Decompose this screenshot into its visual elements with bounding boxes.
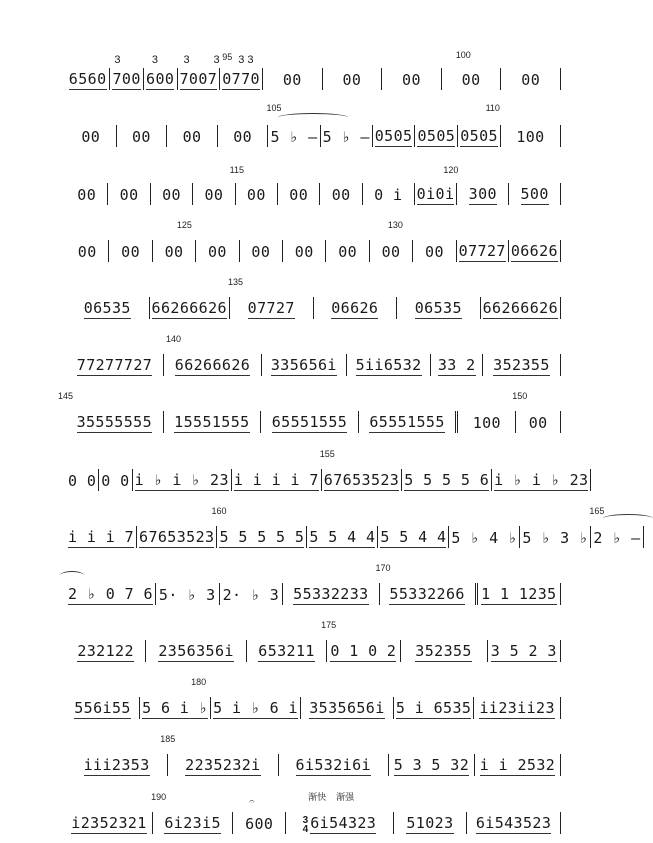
measure [66,754,168,776]
measure-notes: i i i 7 [68,527,135,546]
triplet-mark: 3 [151,54,159,67]
measure [401,640,488,662]
measure [373,125,416,147]
measure-notes: 00 [121,242,141,261]
measure-notes: 0 i [374,185,403,204]
measure [283,583,379,605]
measure [457,240,509,262]
measure [99,469,132,491]
measure-number: 150 [512,391,528,402]
measure-notes: 653211 [258,642,315,661]
measure [263,68,323,90]
measure [227,276,314,319]
measure [394,812,467,834]
measure-notes: 3 5 2 3 [490,642,557,661]
measure-number: 115 [229,164,244,175]
measure-notes: 0 0 [101,471,130,490]
score-line-1 [66,42,561,99]
measure-notes: 3535656i [309,699,385,718]
measure [233,795,286,834]
measure [389,754,475,776]
measure-number: 175 [321,620,337,631]
measure-notes: 00 [131,128,151,147]
measure [370,219,413,262]
measure-notes: 00 [402,71,421,90]
measure [66,354,164,376]
measure [151,183,193,205]
measure-notes: i i 2532 [479,756,556,775]
measure-notes: i ♭ i ♭ 23 [134,470,229,489]
measure [397,297,481,319]
measure-number: 170 [375,562,391,573]
measure [66,469,99,491]
measure-notes: 00 [342,71,362,90]
accelerando-mark: 渐快 [308,791,327,802]
measure-number: 110 [485,103,500,114]
measure [520,526,591,548]
time-signature [303,816,309,834]
measure [66,240,109,262]
measure-notes: 15551555 [174,413,250,432]
measure [378,526,449,548]
measure [458,411,516,433]
score-line-4 [66,214,561,271]
measure [211,505,307,548]
measure [347,354,432,376]
measure [413,240,456,262]
measure-notes: 35555555 [76,413,153,432]
measure [144,54,178,90]
measure-notes: 06626 [331,298,379,317]
measure [359,411,459,433]
measure [509,183,561,205]
measure [442,50,502,90]
measure-notes: 2356356i [158,642,234,661]
measure-notes: 2 ♭ 0 7 6 [68,584,153,603]
measure [117,125,168,147]
measure [167,125,218,147]
measure-notes: 0 1 0 2 [330,642,397,661]
measure-number: 120 [443,164,459,175]
measure-notes: 600 [245,814,274,833]
measure-notes: 5 ♭ — [270,128,318,147]
measure [247,640,327,662]
measure [232,469,322,491]
measure-notes: 00 [331,185,351,204]
measure [146,640,247,662]
measure [375,562,478,605]
measure-notes: 2 ♭ — [593,528,641,547]
measure-notes: 00 [289,185,309,204]
measure [467,812,561,834]
measure-notes: 0 0 [68,471,97,490]
measure [474,697,561,719]
measure [283,240,326,262]
score-line-9 [66,500,641,557]
score-line-3 [66,156,561,213]
measure-notes: 66266626 [151,298,227,317]
measure [66,526,137,548]
measure-notes: 232122 [77,642,134,661]
measure-notes: 00 [425,242,444,261]
score-line-10 [66,557,561,614]
score-line-5 [66,271,561,328]
measure-notes: 2· ♭ 3 [222,585,280,604]
measure [326,240,369,262]
measure-notes: 00 [251,242,271,261]
measure-notes: i2352321 [71,813,147,832]
score-line-8 [66,442,589,499]
measure [164,411,262,433]
measure-notes: 67653523 [139,527,215,546]
measure-notes: 5 5 5 5 5 [219,527,305,546]
measure-notes: 00 [204,185,224,204]
measure-notes: 600 [146,70,175,89]
measure [458,103,501,147]
measure-notes: 5 i 6535 [395,699,472,718]
measure [314,297,398,319]
measure-notes: 00 [294,242,314,261]
measure-notes: 5 5 5 5 6 [404,470,490,489]
measure-notes: 6i543523 [475,813,552,832]
measure-notes: 352355 [493,356,550,375]
measure [509,240,561,262]
crescendo-mark: 渐强 [336,791,355,802]
measure-notes: 00 [528,414,548,433]
measure-notes: 352355 [415,642,472,661]
measure-number: 130 [387,219,403,230]
measure-notes: 5 6 i ♭ [142,699,209,718]
measure-notes: 335656i [270,356,337,375]
jianpu-score [58,42,641,843]
measure [475,754,561,776]
measure-number: 125 [176,219,192,230]
measure-notes: i ♭ i ♭ 23 [494,470,589,489]
measure [261,411,359,433]
measure [156,583,220,605]
measure [266,103,320,147]
measure-notes: 6i23i5 [164,813,221,832]
measure-notes: 06535 [414,298,462,317]
measure [402,469,492,491]
measure [363,183,415,205]
tie-arc [278,113,348,122]
triplet-mark: 3 [213,54,220,67]
measure [589,505,643,548]
measure-notes: 00 [381,242,401,261]
score-line-14 [66,785,561,842]
measure-number: 190 [151,791,167,802]
score-line-13 [66,728,561,785]
time-signature-top: 3 [302,814,309,826]
measure-number: 180 [191,677,207,688]
measure-notes: 6560 [68,70,107,89]
triplet-mark: 3 [183,54,190,67]
measure-notes: 00 [77,185,97,204]
measure-notes: 0505 [460,127,498,146]
measure [488,640,561,662]
measure-notes: 100 [516,128,545,147]
score-line-6 [66,328,561,385]
fermata-icon: 𝄐 [249,795,255,806]
measure [109,240,152,262]
measure [501,125,561,147]
measure [307,526,378,548]
measure-notes: 00 [162,185,181,204]
measure-number: 95 [222,52,233,63]
tie-arc [60,571,84,580]
measure-notes: 556i55 [74,699,131,718]
measure-number: 185 [160,734,176,745]
measure [394,697,474,719]
measure-notes: 66266626 [482,298,559,317]
measure [286,791,394,835]
measure-notes: 5 i ♭ 6 i [213,699,298,718]
measure-notes: iii2353 [83,756,150,775]
measure [66,583,156,605]
measure-notes: 33 2 [437,356,476,375]
measure-notes: 100 [472,414,501,433]
measure-notes: 00 [77,242,97,261]
measure [431,354,483,376]
measure [211,697,301,719]
measure-notes: 0i0i [416,184,455,203]
measure-notes: 00 [207,242,227,261]
measure-notes: i i i i 7 [233,470,319,489]
measure [262,354,347,376]
measure-notes: 5 ♭ 3 ♭ [522,528,589,547]
score-line-11 [66,614,561,671]
measure [415,164,459,205]
measure-notes: 0505 [374,127,413,146]
measure-number: 145 [58,391,74,402]
measure-notes: 67653523 [323,470,400,489]
measure-notes: 07727 [247,298,295,317]
measure [137,526,217,548]
measure-notes: 6i532i6i [295,756,371,775]
measure-notes: 6i54323 [310,813,377,832]
measure [319,448,402,491]
measure-notes: 5 5 4 4 [309,527,376,546]
measure-number: 160 [211,505,227,516]
measure-notes: ii23ii23 [479,699,555,718]
measure-notes: 06626 [510,241,558,260]
measure [382,68,442,90]
measure-notes: 2235232i [185,756,261,775]
measure [66,640,146,662]
measure-notes: 55332233 [293,584,369,603]
measure-notes: 65551555 [369,413,445,432]
measure-notes: 500 [520,184,549,203]
measure [492,469,591,491]
measure [178,54,221,90]
measure-notes: 00 [182,128,202,147]
measure [512,391,561,433]
measure-number: 100 [455,50,471,61]
measure [196,240,239,262]
measure [151,791,233,834]
time-signature-bottom: 4 [302,823,309,835]
measure [164,334,262,376]
measure-notes: 55332266 [389,584,465,603]
measure [150,297,230,319]
measure [449,526,520,548]
measure [193,183,235,205]
tie-arc [603,514,653,523]
measure [323,68,383,90]
measure [140,677,211,719]
measure-notes: 00 [521,71,541,90]
measure [218,125,269,147]
measure-notes: 00 [461,71,481,90]
measure-notes: 5 ♭ 4 ♭ [451,528,518,547]
measure [220,583,284,605]
measure [321,125,373,147]
measure [240,240,283,262]
measure [481,297,561,319]
measure [133,469,232,491]
measure-number: 105 [266,103,282,114]
triplet-mark: 3 [114,54,121,67]
measure-notes: 5 5 4 4 [380,527,447,546]
measure [220,52,263,90]
measure [415,125,458,147]
measure [501,68,561,90]
measure-notes: 00 [119,185,139,204]
measure [66,297,150,319]
measure [160,734,278,776]
measure [66,125,117,147]
measure-notes: 700 [112,70,141,89]
measure [66,697,140,719]
measure [457,183,509,205]
measure [110,54,144,90]
measure [321,620,400,662]
measure-number: 135 [227,276,244,287]
measure-notes: 06535 [83,298,131,317]
measure-notes: 5ii6532 [355,356,422,375]
measure-notes: 00 [338,242,358,261]
measure-notes: 5 ♭ — [322,128,370,147]
measure [66,68,110,90]
measure-notes: 1 1 1235 [481,584,557,603]
measure-number: 140 [166,334,182,345]
measure-notes: 00 [282,71,302,90]
measure [483,354,561,376]
measure [153,219,196,262]
measure [320,183,362,205]
measure-notes: 5· ♭ 3 [158,585,216,604]
measure-notes: 7007 [179,70,218,89]
measure-notes: 07727 [458,241,506,260]
measure-notes: 00 [246,185,266,204]
measure-notes: 00 [233,128,253,147]
measure [66,183,108,205]
measure-notes: 0505 [417,127,456,146]
score-line-12 [66,671,561,728]
measure [58,391,164,433]
measure [278,183,320,205]
measure-notes: 00 [164,242,184,261]
measure-notes: 300 [468,184,497,203]
measure-notes: 0770 [222,70,260,89]
measure [66,812,153,834]
score-line-7 [58,385,561,442]
measure-number: 155 [319,448,335,459]
measure [301,697,394,719]
measure [478,583,561,605]
measure-notes: 51023 [406,813,454,832]
score-line-2 [66,99,561,156]
triplet-mark: 3 3 [238,54,254,67]
measure-notes: 00 [81,128,101,147]
measure-notes: 66266626 [174,356,251,375]
measure [108,183,150,205]
measure-notes: 5 3 5 32 [393,756,470,775]
measure-number: 165 [589,505,605,516]
measure [279,754,389,776]
measure-notes: 77277727 [76,356,153,375]
measure [229,164,278,205]
measure-notes: 65551555 [271,413,348,432]
